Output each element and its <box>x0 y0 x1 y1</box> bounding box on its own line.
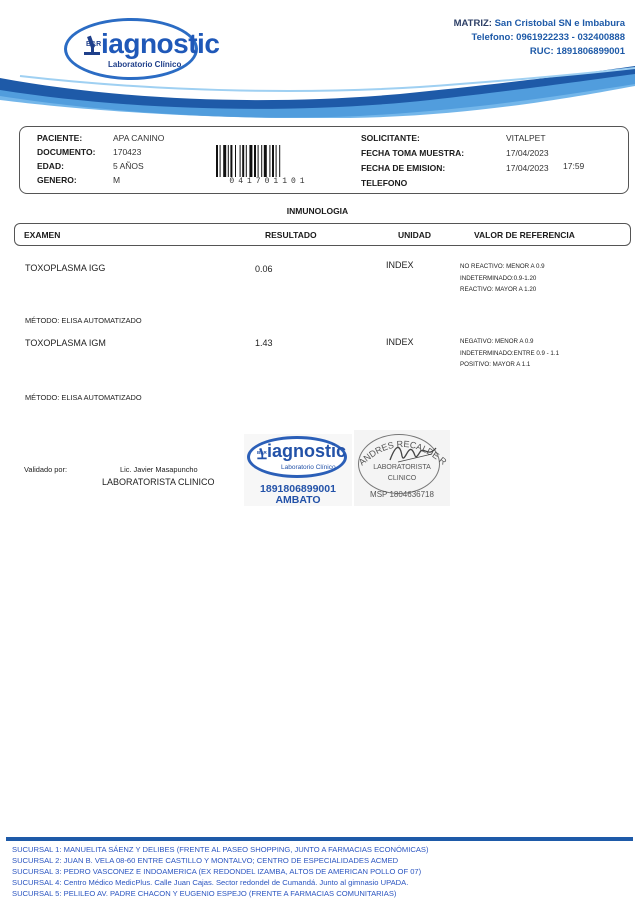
barcode-bar <box>261 145 262 177</box>
logo-name: iagnostic <box>101 28 220 59</box>
barcode-bar <box>254 145 256 177</box>
header-telefono <box>471 32 625 43</box>
stamp-tech-line2: CLINICO <box>387 475 417 482</box>
section-title: INMUNOLOGIA <box>286 206 349 216</box>
ruc-value: 1891806899001 <box>556 46 625 57</box>
stamp-msp: MSP 1804636718 <box>370 490 434 499</box>
barcode-bar <box>242 145 244 177</box>
header-unidad: UNIDAD <box>398 230 432 240</box>
hora-emision: 17:59 <box>563 161 585 171</box>
stamp-city: AMBATO <box>275 494 321 506</box>
logo-initials: B&R <box>86 41 102 48</box>
header-wave <box>0 66 635 118</box>
stamp-lab-subtitle: Laboratorio Clínico <box>281 464 336 471</box>
reference-line: NEGATIVO: MENOR A 0.9 <box>460 338 534 345</box>
signature <box>388 440 438 466</box>
exam-unit: INDEX <box>386 337 414 347</box>
barcode-bar <box>223 145 226 177</box>
telefono-patient-label: TELEFONO <box>361 178 408 188</box>
reference-line: INDETERMINADO:0.9-1.20 <box>460 274 537 282</box>
reference-line: INDETERMINADO:ENTRE 0.9 - 1.1 <box>460 349 560 357</box>
telefono-value: 0961922233 - 032400888 <box>516 32 625 43</box>
validator-name: Lic. Javier Masapuncho <box>120 465 198 474</box>
validated-label: Validado por: <box>24 465 68 474</box>
paciente-value: APA CANINO <box>113 133 165 143</box>
stamp-initials: B&R <box>257 450 267 455</box>
footer-branch: SUCURSAL 5: PELILEO AV. PADRE CHACON Y EUGENIO ESPEJO (FRENTE A FARMACIAS COMUNITARIAS) <box>12 889 397 898</box>
barcode-bar <box>258 145 259 177</box>
genero-value: M <box>113 175 121 185</box>
barcode-bar <box>235 145 236 177</box>
barcode-bar <box>230 145 232 177</box>
exam-result: 0.06 <box>255 264 273 274</box>
genero-label: GENERO: <box>37 175 77 185</box>
barcode-bar <box>272 145 274 177</box>
fecha-toma-label: FECHA TOMA MUESTRA: <box>361 148 465 158</box>
barcode-bar <box>276 145 277 177</box>
stamp-lab-name: iagnostic <box>267 441 347 461</box>
barcode-bar <box>249 145 252 177</box>
paciente-label: PACIENTE: <box>37 133 83 143</box>
footer-branch: SUCURSAL 3: PEDRO VASCONEZ E INDOAMERICA (EX REDONDEL IZAMBA, ALTOS DE AMERICAN POLLO OF 07) <box>12 867 422 876</box>
stamp-ruc: 1891806899001 <box>260 483 336 495</box>
footer-branch: SUCURSAL 1: MANUELITA SÁENZ Y DELIBES (FRENTE AL PASEO SHOPPING, JUNTO A FARMACIAS ECONÓMICAS) <box>12 845 429 854</box>
edad-value: 5 AÑOS <box>113 161 144 171</box>
fecha-emision-value: 17/04/2023 <box>506 163 549 173</box>
exam-name: TOXOPLASMA IGM <box>25 338 106 348</box>
barcode-bar <box>220 145 221 177</box>
reference-values <box>460 336 559 371</box>
edad-label: EDAD: <box>37 161 64 171</box>
solicitante-label: SOLICITANTE: <box>361 133 420 143</box>
barcode-bar <box>216 145 218 177</box>
barcode-number: 041701101 <box>229 177 309 186</box>
barcode-bar <box>228 145 229 177</box>
documento-value: 170423 <box>113 147 142 157</box>
stamp-tech-line1: LABORATORISTA <box>373 464 431 471</box>
ruc-label: RUC: <box>529 46 554 57</box>
footer-branch: SUCURSAL 4: Centro Médico MedicPlus. Calle Juan Cajas. Sector redondel de Cumandá. Junto al gimnasio UPADA. <box>12 878 409 887</box>
barcode <box>214 145 324 177</box>
header-referencia: VALOR DE REFERENCIA <box>474 230 575 240</box>
matriz-value: San Cristobal SN e Imbabura <box>494 18 625 29</box>
barcode-bar <box>279 145 280 177</box>
reference-line: POSITIVO: MAYOR A 1.1 <box>460 361 531 368</box>
reference-values <box>460 261 545 296</box>
matriz-label: MATRIZ: <box>453 18 492 29</box>
documento-label: DOCUMENTO: <box>37 147 96 157</box>
header-matriz <box>454 18 625 29</box>
barcode-bar <box>269 145 270 177</box>
solicitante-value: VITALPET <box>506 133 546 143</box>
header-examen: EXAMEN <box>24 230 61 240</box>
stamp-arc-text: ANDRES RECALDE R <box>356 438 449 468</box>
header-ruc <box>530 46 625 57</box>
barcode-bar <box>264 145 267 177</box>
exam-result: 1.43 <box>255 338 273 348</box>
telefono-label: Telefono: <box>471 32 514 43</box>
reference-line: REACTIVO: MAYOR A 1.20 <box>460 286 537 293</box>
validator-role: LABORATORISTA CLINICO <box>102 477 215 487</box>
reference-line: NO REACTIVO: MENOR A 0.9 <box>460 263 545 270</box>
barcode-bar <box>246 145 247 177</box>
logo-subtitle: Laboratorio Clínico <box>108 60 182 69</box>
exam-method: MÉTODO: ELISA AUTOMATIZADO <box>25 316 142 325</box>
footer-branch: SUCURSAL 2: JUAN B. VELA 08-60 ENTRE CASTILLO Y MONTALVO; CENTRO DE ESPECIALIDADES ACMED <box>12 856 399 865</box>
footer-bar <box>6 837 633 841</box>
exam-unit: INDEX <box>386 260 414 270</box>
fecha-emision-label: FECHA DE EMISION: <box>361 163 446 173</box>
barcode-bar <box>240 145 241 177</box>
exam-method: MÉTODO: ELISA AUTOMATIZADO <box>25 393 142 402</box>
header-resultado: RESULTADO <box>265 230 317 240</box>
exam-name: TOXOPLASMA IGG <box>25 263 106 273</box>
fecha-toma-value: 17/04/2023 <box>506 148 549 158</box>
